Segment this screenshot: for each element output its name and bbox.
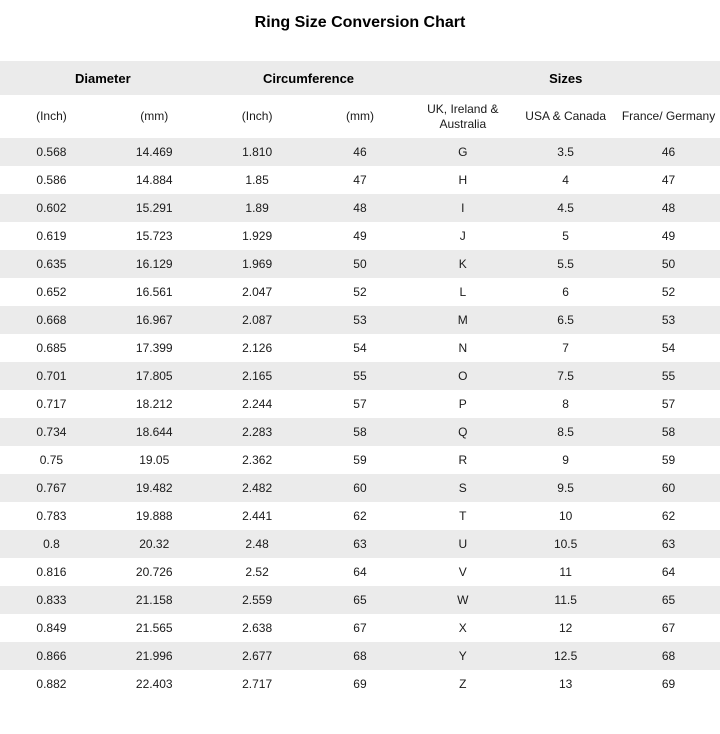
table-cell: 0.833 (0, 586, 103, 614)
col-header-usa-canada: USA & Canada (514, 95, 617, 138)
table-cell: 21.996 (103, 642, 206, 670)
table-cell: 2.126 (242, 341, 273, 355)
table-cell: 7 (562, 341, 569, 355)
table-cell: 8.5 (514, 418, 617, 446)
table-cell: 0.668 (0, 306, 103, 334)
table-cell: 1.89 (206, 194, 309, 222)
table-cell: 2.482 (206, 474, 309, 502)
table-cell: 2.441 (242, 509, 273, 523)
table-cell: 68 (309, 642, 412, 670)
ring-size-chart-page (0, 14, 720, 698)
table-cell: 2.047 (242, 285, 273, 299)
table-cell: 57 (661, 397, 676, 411)
table-row (0, 614, 720, 642)
table-cell: 60 (309, 474, 412, 502)
table-cell: 19.482 (103, 474, 206, 502)
col-header-france-germany: France/ Germany (617, 95, 720, 138)
table-row (0, 530, 720, 558)
page-title: Ring Size Conversion Chart (254, 14, 466, 31)
group-header-diameter: Diameter (0, 61, 206, 95)
table-cell: 0.635 (0, 250, 103, 278)
table-cell: U (411, 530, 514, 558)
table-cell: 16.129 (103, 250, 206, 278)
table-row (0, 670, 720, 698)
table-cell: 47 (661, 173, 676, 187)
table-cell: 0.816 (36, 565, 67, 579)
table-cell: 46 (617, 138, 720, 166)
table-cell: 22.403 (135, 677, 173, 691)
table-cell: 0.882 (36, 677, 67, 691)
table-cell: 20.726 (135, 565, 173, 579)
table-cell: 5.5 (514, 250, 617, 278)
table-cell: 2.717 (242, 677, 273, 691)
table-body (0, 138, 720, 698)
table-cell: 2.677 (206, 642, 309, 670)
table-cell: 65 (617, 586, 720, 614)
table-cell: 69 (661, 677, 676, 691)
table-cell: 2.283 (206, 418, 309, 446)
table-cell: 0.8 (0, 530, 103, 558)
table-cell: 2.52 (245, 565, 269, 579)
table-cell: 0.652 (36, 285, 67, 299)
table-cell: 52 (661, 285, 676, 299)
table-cell: 9.5 (514, 474, 617, 502)
table-cell: 2.362 (242, 453, 273, 467)
table-cell: 50 (309, 250, 412, 278)
table-cell: Q (411, 418, 514, 446)
table-cell: 50 (617, 250, 720, 278)
table-row (0, 250, 720, 278)
table-cell: 13 (558, 677, 573, 691)
table-cell: 12.5 (514, 642, 617, 670)
table-cell: 0.783 (36, 509, 67, 523)
table-cell: 54 (353, 341, 367, 355)
table-cell: 55 (309, 362, 412, 390)
table-cell: 67 (661, 621, 676, 635)
table-cell: M (411, 306, 514, 334)
group-header-sizes: Sizes (411, 61, 720, 95)
table-cell: 55 (617, 362, 720, 390)
table-cell: 17.399 (135, 341, 173, 355)
table-cell: 2.165 (206, 362, 309, 390)
group-header-circumference: Circumference (206, 61, 412, 95)
table-cell: 2.48 (206, 530, 309, 558)
table-header (0, 61, 720, 138)
table-cell: 0.568 (0, 138, 103, 166)
table-cell: 3.5 (514, 138, 617, 166)
table-cell: G (411, 138, 514, 166)
table-row (0, 166, 720, 194)
table-cell: 53 (617, 306, 720, 334)
table-cell: 53 (309, 306, 412, 334)
table-cell: Z (459, 677, 467, 691)
table-cell: 49 (661, 229, 676, 243)
col-header-diameter-mm: (mm) (103, 95, 206, 138)
table-cell: 20.32 (103, 530, 206, 558)
table-cell: 19.888 (135, 509, 173, 523)
table-cell: 0.701 (0, 362, 103, 390)
table-cell: 0.717 (36, 397, 67, 411)
table-cell: 65 (309, 586, 412, 614)
table-cell: 0.767 (0, 474, 103, 502)
table-row (0, 362, 720, 390)
table-cell: 58 (617, 418, 720, 446)
table-cell: I (411, 194, 514, 222)
table-cell: 16.967 (103, 306, 206, 334)
table-row (0, 194, 720, 222)
table-cell: P (458, 397, 467, 411)
table-cell: 10.5 (514, 530, 617, 558)
table-row (0, 502, 720, 530)
ring-size-conversion-table (0, 61, 720, 698)
table-cell: 9 (562, 453, 569, 467)
table-row (0, 418, 720, 446)
table-row (0, 222, 720, 250)
table-row (0, 334, 720, 362)
table-cell: 1.969 (206, 250, 309, 278)
table-cell: H (458, 173, 468, 187)
column-header-row (0, 95, 720, 138)
table-cell: 16.561 (135, 285, 173, 299)
table-cell: 0.734 (0, 418, 103, 446)
table-cell: 64 (661, 565, 676, 579)
table-cell: 19.05 (139, 453, 170, 467)
table-cell: 0.602 (0, 194, 103, 222)
table-row (0, 642, 720, 670)
table-cell: 6.5 (514, 306, 617, 334)
table-cell: 6 (562, 285, 569, 299)
table-cell: 2.638 (242, 621, 273, 635)
table-cell: 60 (617, 474, 720, 502)
table-cell: 11.5 (514, 586, 617, 614)
table-cell: 54 (661, 341, 676, 355)
col-header-circumference-inch: (Inch) (206, 95, 309, 138)
col-header-diameter-inch: (Inch) (0, 95, 103, 138)
table-row (0, 390, 720, 418)
table-cell: 0.866 (0, 642, 103, 670)
table-cell: K (411, 250, 514, 278)
table-row (0, 138, 720, 166)
table-cell: 62 (353, 509, 367, 523)
table-cell: 11 (559, 565, 572, 579)
table-cell: 1.85 (245, 173, 269, 187)
table-cell: 2.087 (206, 306, 309, 334)
table-cell: 5 (562, 229, 569, 243)
table-row (0, 586, 720, 614)
table-cell: 0.75 (39, 453, 64, 467)
table-cell: 46 (309, 138, 412, 166)
table-cell: Y (411, 642, 514, 670)
col-header-circumference-mm: (mm) (309, 95, 412, 138)
table-cell: 21.158 (103, 586, 206, 614)
table-cell: 4.5 (514, 194, 617, 222)
table-cell: O (411, 362, 514, 390)
table-cell: 68 (617, 642, 720, 670)
table-cell: 0.849 (36, 621, 67, 635)
table-cell: 0.586 (36, 173, 67, 187)
table-cell: 8 (562, 397, 569, 411)
table-cell: 1.929 (242, 229, 273, 243)
table-cell: 64 (353, 565, 367, 579)
table-cell: 57 (353, 397, 367, 411)
table-cell: 4 (562, 173, 569, 187)
table-cell: 47 (353, 173, 367, 187)
table-cell: W (411, 586, 514, 614)
table-cell: 15.291 (103, 194, 206, 222)
table-cell: V (458, 565, 467, 579)
table-cell: J (459, 229, 466, 243)
table-cell: 21.565 (135, 621, 173, 635)
table-cell: 12 (558, 621, 573, 635)
table-cell: 59 (353, 453, 367, 467)
table-cell: 58 (309, 418, 412, 446)
table-cell: 0.619 (36, 229, 67, 243)
table-cell: 59 (661, 453, 676, 467)
table-cell: 48 (617, 194, 720, 222)
table-cell: 63 (309, 530, 412, 558)
table-row (0, 306, 720, 334)
table-cell: 49 (353, 229, 367, 243)
table-cell: 48 (309, 194, 412, 222)
table-row (0, 558, 720, 586)
table-cell: N (458, 341, 468, 355)
table-cell: 10 (558, 509, 573, 523)
table-cell: 69 (353, 677, 367, 691)
table-cell: 2.559 (206, 586, 309, 614)
table-cell: 14.469 (103, 138, 206, 166)
table-row (0, 278, 720, 306)
table-cell: 62 (661, 509, 676, 523)
col-header-uk-ireland-australia: UK, Ireland & Australia (411, 95, 514, 138)
table-cell: 18.212 (135, 397, 173, 411)
table-cell: 67 (353, 621, 367, 635)
table-cell: 2.244 (242, 397, 273, 411)
table-cell: 1.810 (206, 138, 309, 166)
table-row (0, 474, 720, 502)
table-cell: 0.685 (36, 341, 67, 355)
table-cell: 7.5 (514, 362, 617, 390)
table-cell: S (411, 474, 514, 502)
table-cell: 52 (353, 285, 367, 299)
group-header-row (0, 61, 720, 95)
table-cell: 18.644 (103, 418, 206, 446)
table-cell: 15.723 (135, 229, 173, 243)
table-cell: T (459, 509, 467, 523)
table-row (0, 446, 720, 474)
table-cell: 17.805 (103, 362, 206, 390)
table-cell: 14.884 (135, 173, 173, 187)
table-cell: L (459, 285, 467, 299)
table-cell: 63 (617, 530, 720, 558)
table-cell: R (458, 453, 468, 467)
table-cell: X (458, 621, 467, 635)
